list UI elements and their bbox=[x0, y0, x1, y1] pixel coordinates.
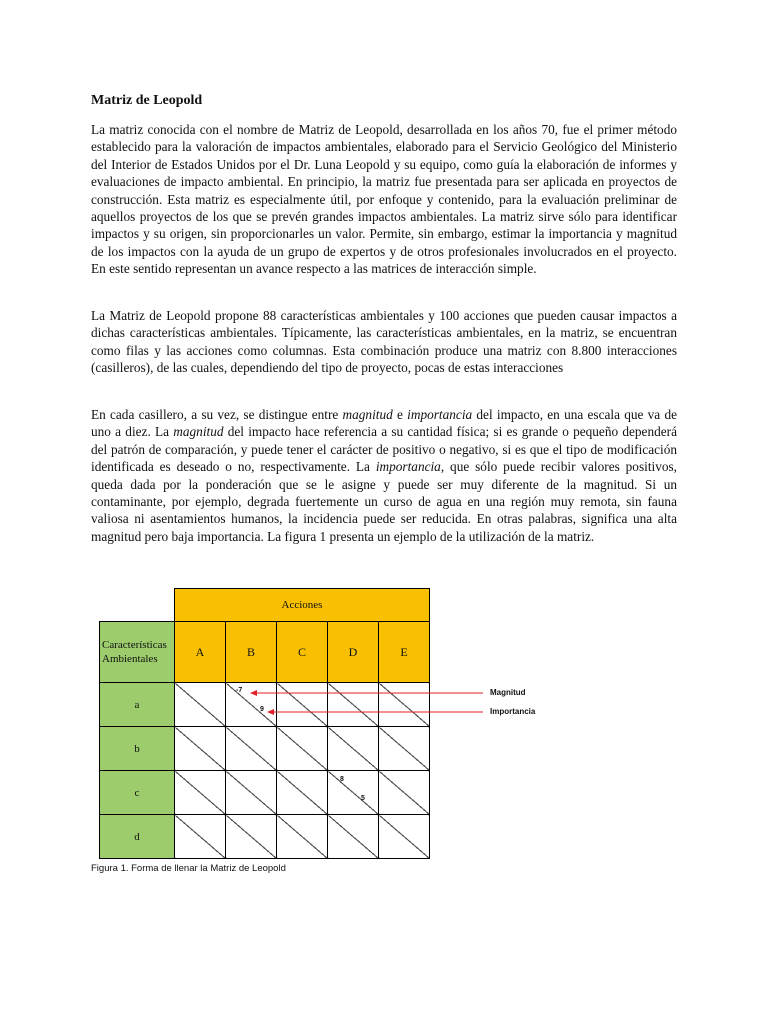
text-run: En cada casillero, a su vez, se distingue entre bbox=[91, 407, 343, 422]
column-header-e: E bbox=[379, 622, 430, 683]
figure-caption: Figura 1. Forma de llenar la Matriz de Leopold bbox=[91, 863, 286, 874]
emphasis-magnitud: magnitud bbox=[342, 407, 393, 422]
importance-value: 9 bbox=[260, 706, 264, 713]
magnitude-annotation: Magnitud bbox=[490, 688, 526, 697]
magnitude-value: 8 bbox=[340, 776, 344, 783]
column-header-b: B bbox=[226, 622, 277, 683]
text-run: e bbox=[392, 407, 408, 422]
row-header-a: a bbox=[100, 683, 175, 727]
importance-value: 5 bbox=[361, 795, 365, 802]
importance-arrow-head bbox=[267, 709, 274, 715]
text-run: del impacto hace referencia a su cantidad física; si es grande o pequeño dependerá del patrón de comparación, y puede tener el carácter de positivo o negativo, si es que el tipo de modificación identificada es deseado o no, respectivamente. La bbox=[91, 424, 677, 475]
emphasis-importancia: importancia bbox=[407, 407, 473, 422]
paragraph-characteristics: La Matriz de Leopold propone 88 características ambientales y 100 acciones que pueden causar impactos a dichas características ambientales. Típicamente, las características ambientales, en la matriz, se encuentran como filas y las acciones como columnas. Esta combinación produce una matriz con 8.800 interacciones (casilleros), de las cuales, dependiendo del tipo de proyecto, pocas de estas interacciones bbox=[91, 308, 677, 376]
row-header-d: d bbox=[100, 815, 175, 859]
row-header-b: b bbox=[100, 727, 175, 771]
characteristics-label-line2: Ambientales bbox=[102, 653, 158, 665]
actions-header: Acciones bbox=[175, 589, 430, 622]
emphasis-importancia: importancia bbox=[375, 459, 441, 475]
characteristics-label-line1: Características bbox=[102, 639, 167, 651]
document-title: Matriz de Leopold bbox=[91, 93, 203, 108]
column-header-a: A bbox=[175, 622, 226, 683]
text-run: , que sólo puede recibir valores positivos, queda dada por la ponderación que se le asigne y puede ser muy diferente de la magnitud. Si un contaminante, por ejemplo, degrada fuertemente un curso de agua en una región muy remota, sin fauna valiosa ni asentamientos humanos, la incidencia puede ser reducida. En otras palabras, significa una alta magnitud pero baja importancia. La figura 1 presenta un ejemplo de la utilización de la matriz. bbox=[91, 459, 678, 544]
column-header-d: D bbox=[328, 622, 379, 683]
paragraph-intro: La matriz conocida con el nombre de Matriz de Leopold, desarrollada en los años 70, fue el primer método establecido para la valoración de impactos ambientales, elaborado para el Servicio Geológico del Ministerio del Interior de Estados Unidos por el Dr. Luna Leopold y su equipo, como guía la elaboración de informes y evaluaciones de impacto ambiental. En principio, la matriz fue presentada para ser aplicada en proyectos de construcción. Esta matriz es especialmente útil, por enfoque y contenido, para la evaluación preliminar de aquellos proyectos de los que se prevén grandes impactos ambientales. La matriz sirve sólo para identificar impactos y su origen, sin proporcionarles un valor. Permite, sin embargo, estimar la importancia y magnitud de los impactos con la ayuda de un grupo de expertos y de otros profesionales involucrados en el proyecto. En este sentido representan un avance respecto a las matrices de interacción simple. bbox=[91, 122, 677, 277]
row-header-c: c bbox=[100, 771, 175, 815]
emphasis-magnitud: magnitud bbox=[173, 424, 224, 440]
column-header-c: C bbox=[277, 622, 328, 683]
magnitude-value: -7 bbox=[236, 687, 243, 694]
text-run: del impacto, en una escala que va de uno a diez. La bbox=[91, 407, 677, 440]
magnitude-arrow-head bbox=[250, 690, 257, 696]
importance-annotation: Importancia bbox=[490, 707, 536, 716]
